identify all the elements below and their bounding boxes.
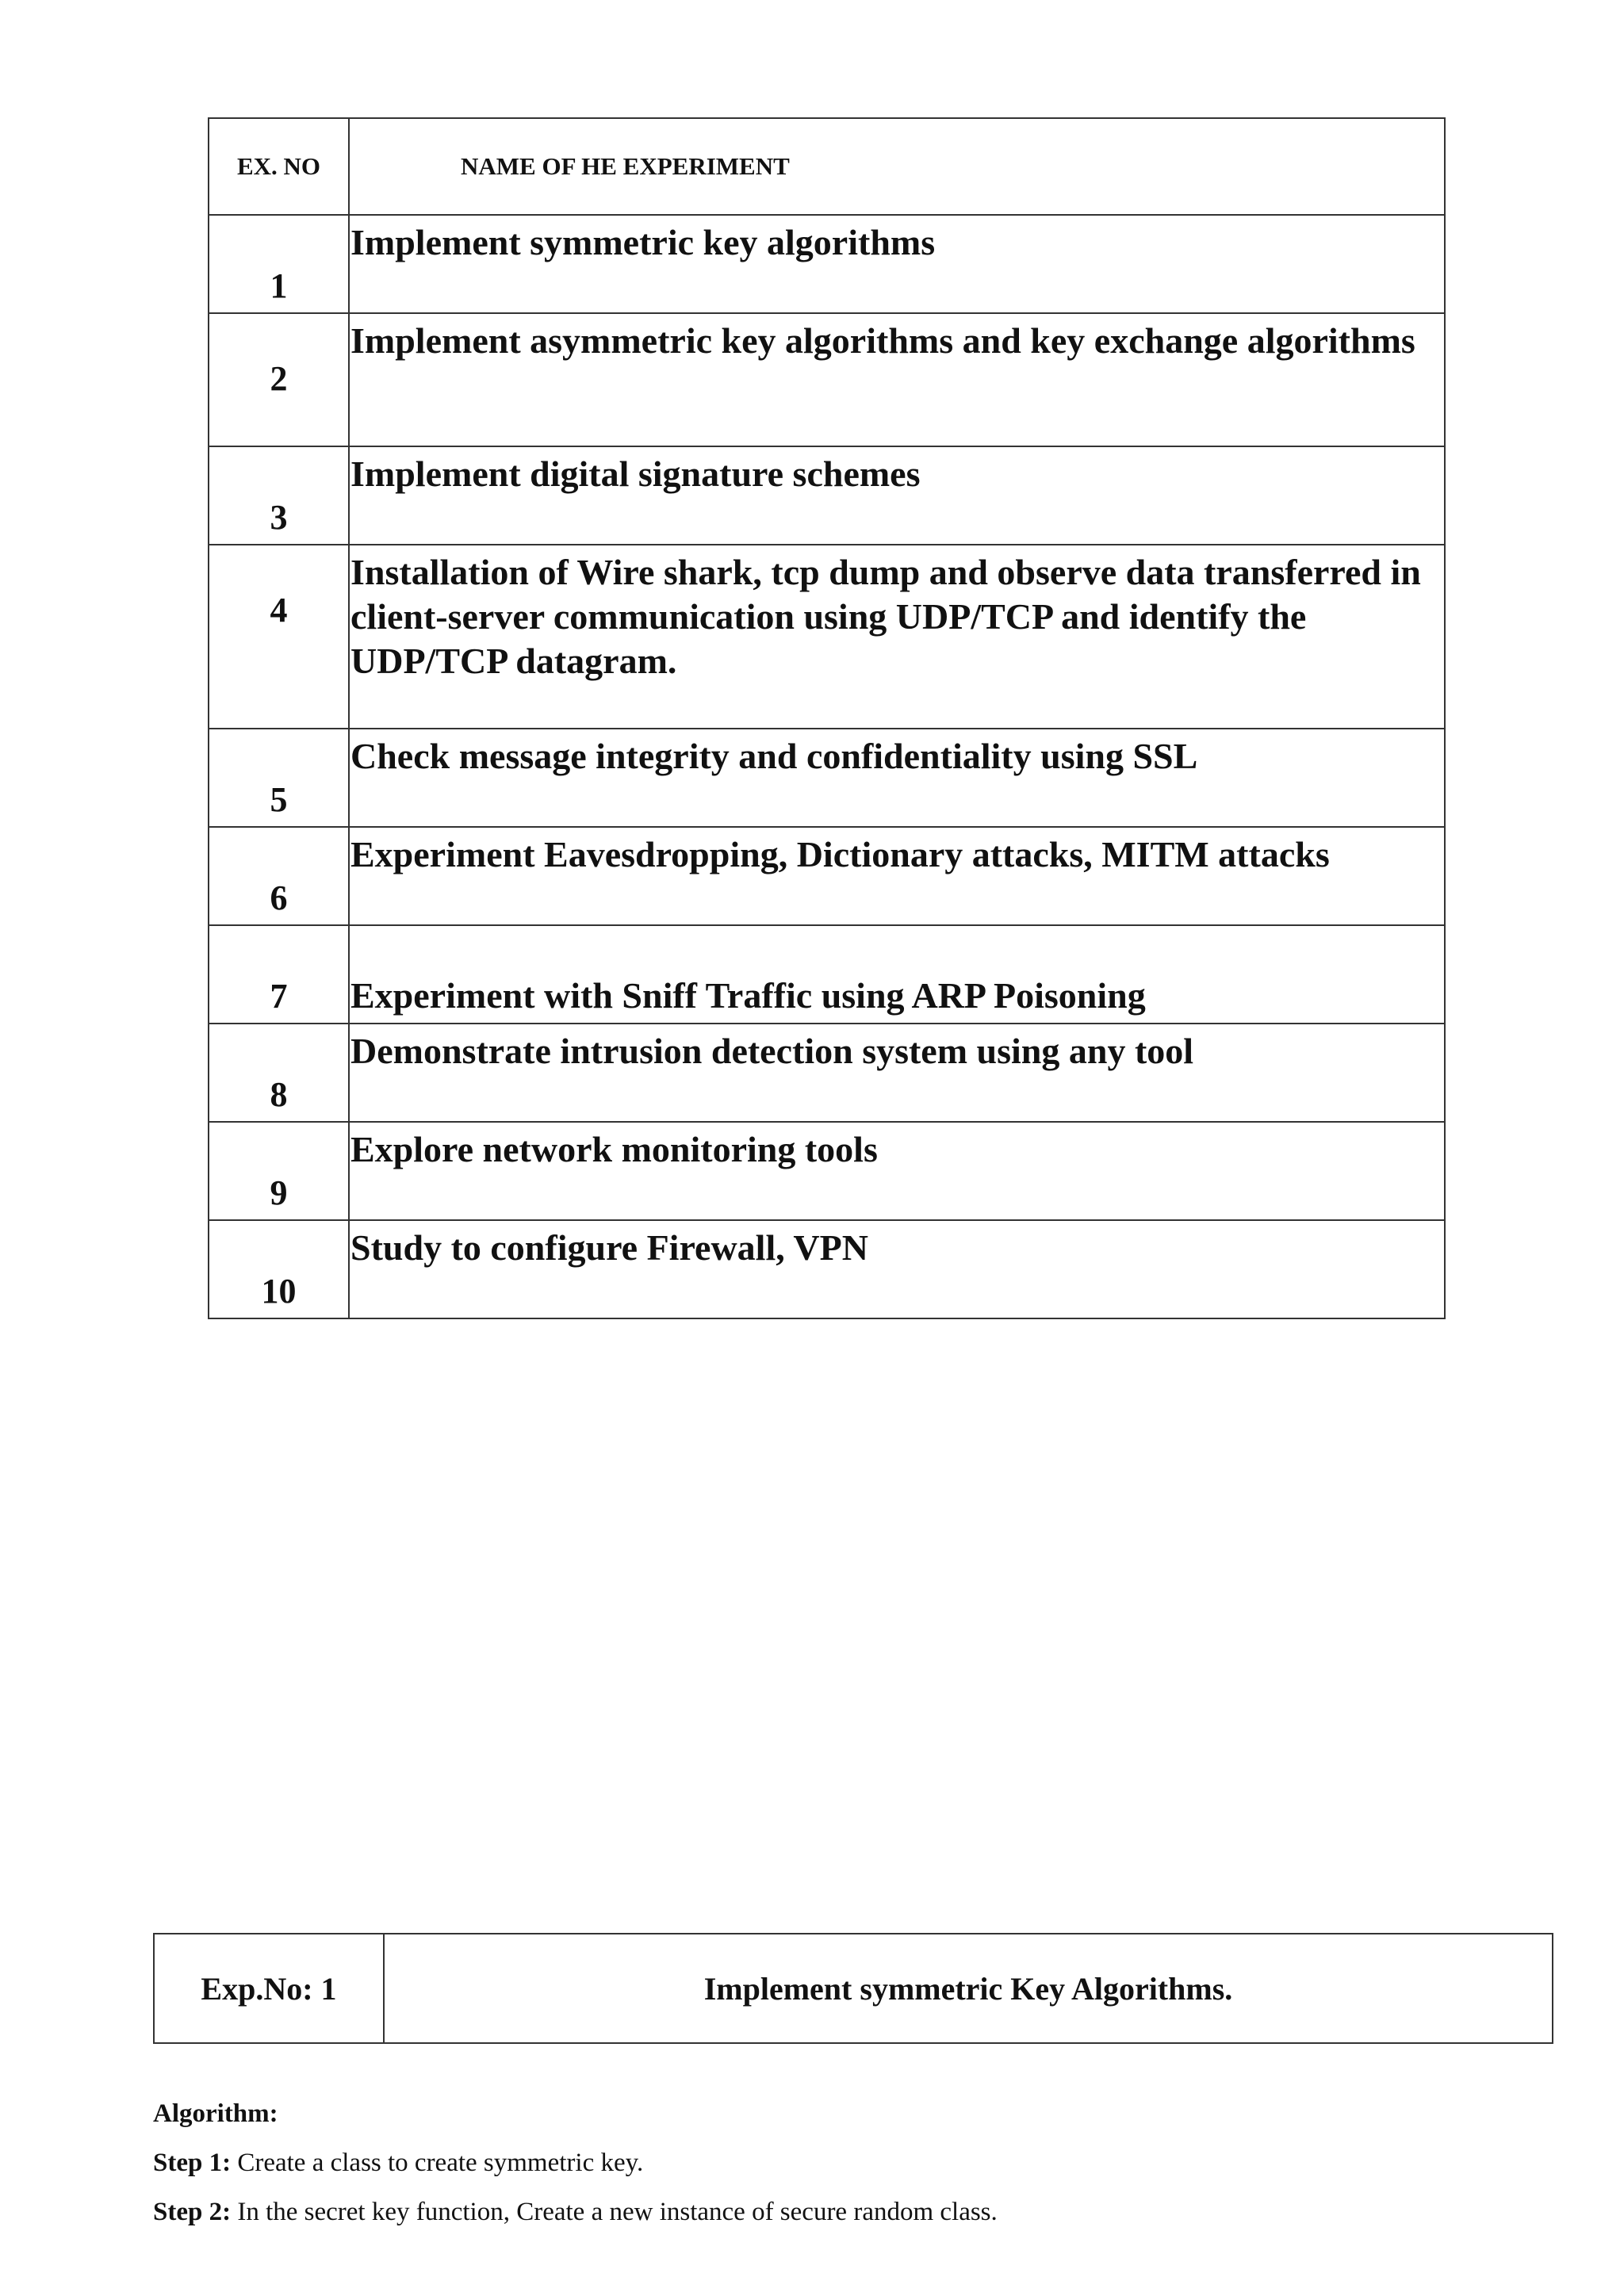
header-experiment-name: NAME OF HE EXPERIMENT [349,118,1445,215]
step-text: Create a class to create symmetric key. [231,2149,644,2177]
table-row [209,446,1445,545]
row-number: 3 [209,446,349,545]
row-experiment-name: Implement asymmetric key algorithms and key exchange algorithms [349,313,1445,446]
step-label: Step 1: [153,2149,232,2177]
header-ex-no: EX. NO [209,118,349,215]
algorithm-step-1 [153,2149,643,2178]
table-row [209,827,1445,925]
row-number: 7 [209,925,349,1024]
table-row [209,729,1445,827]
row-number: 9 [209,1122,349,1220]
table-row [209,1220,1445,1318]
row-experiment-name: Check message integrity and confidentiality using SSL [349,729,1445,827]
row-number: 5 [209,729,349,827]
row-experiment-name: Implement symmetric key algorithms [349,215,1445,313]
row-number: 4 [209,545,349,729]
table-row [209,313,1445,446]
experiment-title: Implement symmetric Key Algorithms. [703,1970,1233,2007]
row-number: 2 [209,313,349,446]
algorithm-step-2 [153,2198,998,2227]
table-row [209,1122,1445,1220]
row-experiment-name: Demonstrate intrusion detection system using any tool [349,1024,1445,1122]
row-experiment-name: Study to configure Firewall, VPN [349,1220,1445,1318]
algorithm-heading: Algorithm: [153,2099,278,2128]
table-header-row [209,118,1445,215]
row-number: 8 [209,1024,349,1122]
row-experiment-name: Experiment Eavesdropping, Dictionary attacks, MITM attacks [349,827,1445,925]
step-label: Step 2: [153,2198,232,2226]
row-number: 6 [209,827,349,925]
experiment-number: Exp.No: 1 [155,1934,385,2042]
table-row [209,925,1445,1024]
row-number: 1 [209,215,349,313]
table-row [209,545,1445,729]
row-experiment-name: Explore network monitoring tools [349,1122,1445,1220]
table-row [209,215,1445,313]
experiment-index-table [208,117,1446,1319]
row-experiment-name: Implement digital signature schemes [349,446,1445,545]
row-experiment-name: Installation of Wire shark, tcp dump and observe data transferred in client-server communication using UDP/TCP and identify the UDP/TCP datagram. [349,545,1445,729]
table-row [209,1024,1445,1122]
row-experiment-name: Experiment with Sniff Traffic using ARP Poisoning [349,925,1445,1024]
step-text: In the secret key function, Create a new instance of secure random class. [231,2198,998,2226]
experiment-heading-box [153,1933,1553,2044]
row-number: 10 [209,1220,349,1318]
